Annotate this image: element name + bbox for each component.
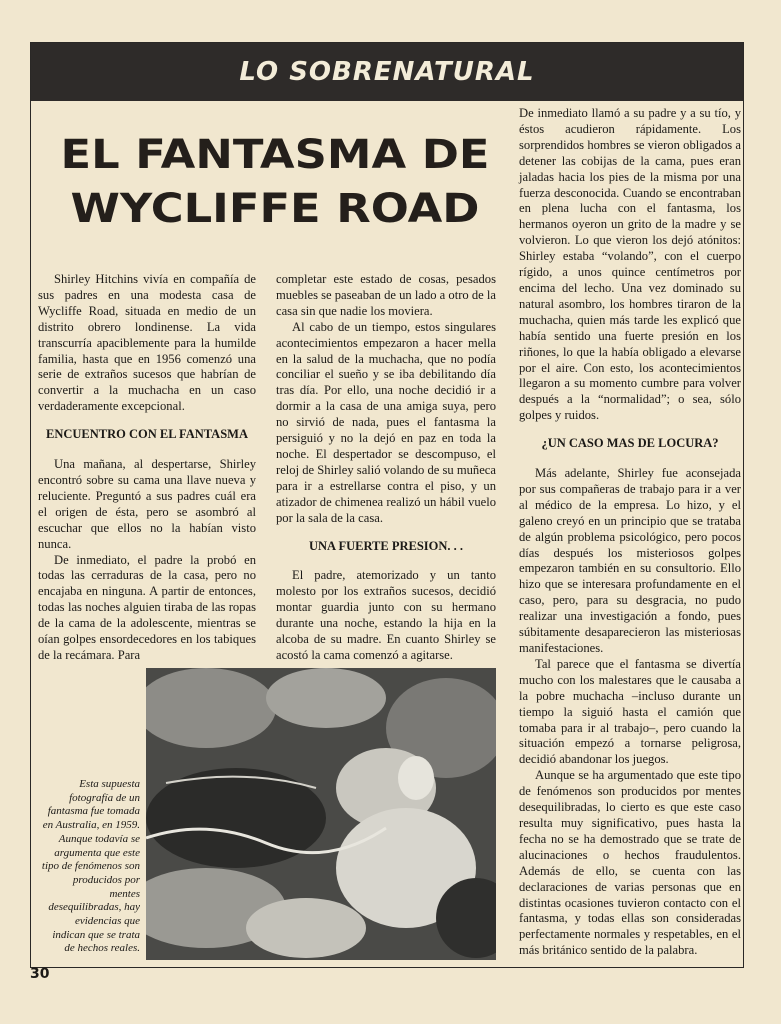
section-title: LO SOBRENATURAL (239, 57, 535, 87)
paragraph: De inmediato, el padre la probó en todas las cerraduras de la casa, pero no encajaba en ninguna. A partir de entonces, todas las noches alguien tiraba de las ropas de la cama de la adolescente, mientras se oían golpes ensordecedores en los tabiques de la recámara. Para (38, 552, 256, 662)
paragraph: Tal parece que el fantasma se divertía mucho con los malestares que le causaba a la pobre muchacha –incluso durante un tiempo la siguió hasta el camión que tomaba para ir al trabajo–, pero cuando la situación empezó a tornarse peligrosa, decidió abandonar los juegos. (519, 656, 741, 767)
article-column-1 (38, 272, 256, 664)
paragraph: Al cabo de un tiempo, estos singulares acontecimientos empezaron a hacer mella en la salud de la muchacha, que no podía conciliar el sueño y se iba debilitando día tras día. Por ello, una noche decidió ir a dormir a la casa de una amiga suya, pero no sirvió de nada, pues el fantasma la persiguió y no la dejó en paz en toda la noche. El despertador se descompuso, el reloj de Shirley salió volando de su muñeca para ir a estrellarse contra el piso, y un atizador de chimenea realizó un hábil vuelo por la sala de la casa. (276, 319, 496, 525)
paragraph: El padre, atemorizado y un tanto molesto por los extraños sucesos, decidió montar guardia junto con su hermano durante una noche, estando la hija en la alcoba de su madre. En cuanto Shirley se acostó la cama comenzó a agitarse. (276, 568, 496, 662)
paragraph: Shirley Hitchins vivía en compañía de sus padres en una modesta casa de Wycliffe Road, situada en medio de un distrito obrero londinense. La vida transcurría apaciblemente para la humilde familia, hasta que en 1956 comenzó una serie de extraños sucesos que habrían de convertir a la muchacha en un caso verdaderamente excepcional. (38, 272, 256, 414)
subheading: ENCUENTRO CON EL FANTASMA (46, 427, 248, 442)
paragraph: De inmediato llamó a su padre y a su tío, y éstos acudieron rápidamente. Los sorprendidos hombres se vieron obligados a detener las cobijas de la cama, pues eran jaladas hacia los pies de la misma por una fuerza desconocida. Cuando se encontraban en plena lucha con el fantasma, los hermanos oyeron un grito de la madre y se volvieron. Lo que vieron los dejó atónitos: Shirley estaba “volando”, con el cuerpo rígido, a unos quince centímetros por encima del lecho. Una vez dominado su natural asombro, los hombres tiraron de la muchacha, quien más tarde les explicó que había sentido una fuerte presión en los riñones, lo que la había obligado a elevarse por el aire. Con esto, los acontecimientos llegaron a su momento cumbre para volver después a la “normalidad”; o sea, sólo golpes y ruidos. (519, 106, 741, 423)
article-headline (12, 128, 538, 236)
page-number: 30 (30, 966, 50, 982)
article-column-2 (276, 272, 496, 664)
section-banner (31, 43, 743, 101)
photo-caption: Esta supuesta fotografía de un fantasma fue tomada en Australia, en 1959. Aunque todavía se argumenta que este tipo de fenómenos son producidos por mentes desequilibradas, hay evidencias que indican que se trata de hechos reales. (41, 778, 140, 955)
paragraph: Una mañana, al despertarse, Shirley encontró sobre su cama una llave nueva y reluciente. Preguntó a sus padres cuál era el origen de ésta, pero se asombró al escuchar que ellos no la habían visto nunca. (38, 457, 256, 551)
ghost-photo-image (146, 668, 496, 960)
paragraph: Más adelante, Shirley fue aconsejada por sus compañeras de trabajo para ir a ver al médico de la empresa. Lo hizo, y el galeno creyó en un principio que se trataba de algún problema psicológico, pero pocos días después los misteriosos golpes empezaron también en su consultorio. Ello hizo que se interesara profundamente en el caso, pero, para su desgracia, no pudo realizar una investigación a fondo, pues súbitamente desaparecieron las misteriosas manifestaciones. (519, 466, 741, 655)
headline-line-1: EL FANTASMA DE (60, 132, 490, 178)
paragraph: Aunque se ha argumentado que este tipo de fenómenos son producidos por mentes desequilibradas, lo cierto es que este caso resulta muy significativo, pues hasta la fecha no se ha demostrado que se trate de alucinaciones o hechos fraudulentos. Además de ello, se cuenta con las declaraciones de varias personas que en distintas ocasiones tuvieron contacto con el fantasma, y todas ellas son consideradas perfectamente normales y respetables, en el más británico sentido de la palabra. (519, 768, 741, 958)
headline-line-2: WYCLIFFE ROAD (70, 186, 480, 232)
subheading: UNA FUERTE PRESION. . . (308, 538, 464, 553)
article-column-3 (519, 106, 741, 959)
subheading: ¿UN CASO MAS DE LOCURA? (541, 436, 719, 451)
ghost-photograph (146, 668, 496, 960)
paragraph: completar este estado de cosas, pesados muebles se paseaban de un lado a otro de la casa sin que nadie los moviera. (276, 272, 496, 318)
